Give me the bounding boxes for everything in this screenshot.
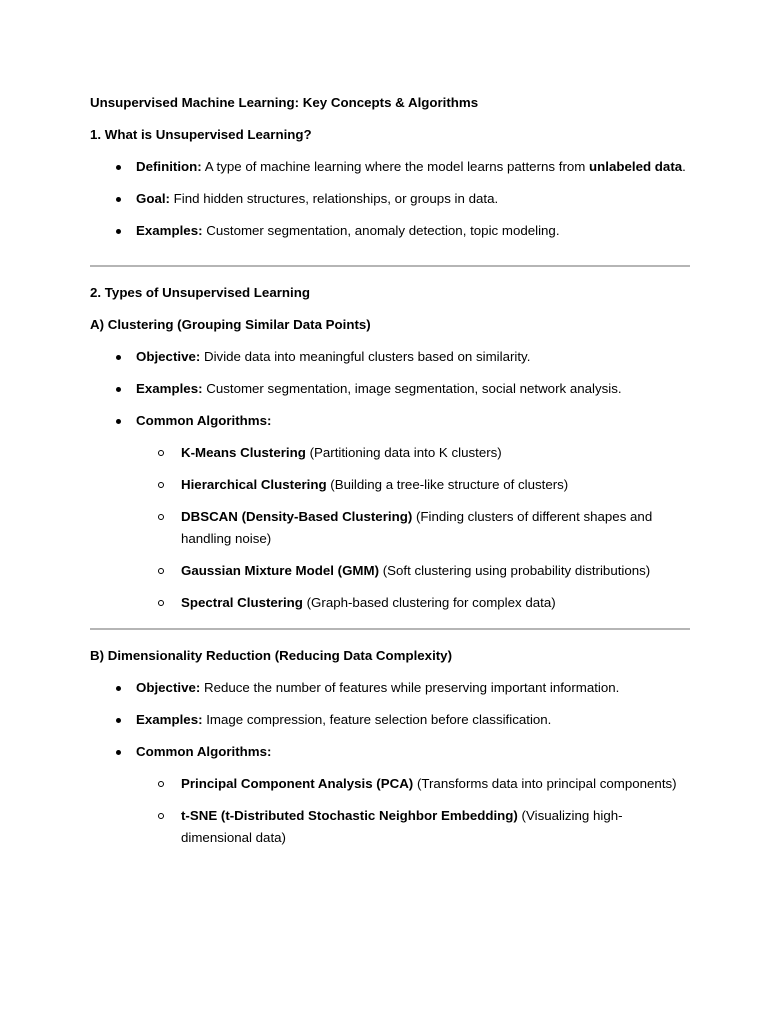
- list-item-examples: [90, 709, 690, 731]
- algorithm-item: [90, 506, 690, 550]
- term-label: Examples:: [136, 381, 203, 396]
- list-item-common-algorithms: [90, 410, 690, 614]
- algorithm-item: [90, 773, 690, 795]
- term-label: Common Algorithms:: [136, 744, 272, 759]
- algorithm-name: Spectral Clustering: [181, 595, 303, 610]
- term-label: Definition:: [136, 159, 202, 174]
- item-text: Customer segmentation, anomaly detection, topic modeling.: [202, 223, 560, 238]
- item-bold-text: unlabeled data: [589, 159, 683, 174]
- horizontal-rule: [90, 628, 690, 630]
- horizontal-rule: [90, 265, 690, 267]
- section-1-heading: 1. What is Unsupervised Learning?: [90, 127, 312, 142]
- item-text: Image compression, feature selection before classification.: [202, 712, 552, 727]
- list-item-common-algorithms: [90, 741, 690, 849]
- clustering-algorithms-list: [90, 442, 690, 614]
- term-label: Objective:: [136, 680, 201, 695]
- algorithm-desc: (Soft clustering using probability distributions): [379, 563, 651, 578]
- algorithm-desc: (Transforms data into principal components): [413, 776, 677, 791]
- term-label: Common Algorithms:: [136, 413, 272, 428]
- algorithm-desc: (Visualizing high-dimensional data): [181, 808, 623, 845]
- algorithm-item: [90, 592, 690, 614]
- algorithm-name: DBSCAN (Density-Based Clustering): [181, 509, 413, 524]
- algorithm-item: [90, 442, 690, 464]
- item-text: Divide data into meaningful clusters based on similarity.: [200, 349, 531, 364]
- term-label: Goal:: [136, 191, 170, 206]
- algorithm-name: t-SNE (t-Distributed Stochastic Neighbor Embedding): [181, 808, 518, 823]
- list-item-goal: [90, 188, 690, 210]
- clustering-heading: A) Clustering (Grouping Similar Data Points): [90, 317, 371, 332]
- item-text: Find hidden structures, relationships, or groups in data.: [169, 191, 499, 206]
- algorithm-name: Principal Component Analysis (PCA): [181, 776, 414, 791]
- clustering-list: [90, 346, 690, 614]
- algorithm-name: Hierarchical Clustering: [181, 477, 327, 492]
- algorithm-desc: (Graph-based clustering for complex data): [302, 595, 556, 610]
- document-title: Unsupervised Machine Learning: Key Concepts & Algorithms: [90, 95, 479, 110]
- list-item-definition: [90, 156, 690, 178]
- item-text: A type of machine learning where the model learns patterns from: [201, 159, 590, 174]
- algorithm-name: K-Means Clustering: [181, 445, 306, 460]
- term-label: Objective:: [136, 349, 201, 364]
- list-item-objective: [90, 346, 690, 368]
- algorithm-item: [90, 805, 690, 849]
- section-2-heading: 2. Types of Unsupervised Learning: [90, 285, 310, 300]
- dimensionality-list: [90, 677, 690, 849]
- term-label: Examples:: [136, 223, 203, 238]
- document-body: [90, 92, 690, 859]
- section-1-list: [90, 156, 690, 242]
- list-item-examples: [90, 378, 690, 400]
- algorithm-desc: (Finding clusters of different shapes and handling noise): [181, 509, 653, 546]
- list-item-objective: [90, 677, 690, 699]
- dimensionality-algorithms-list: [90, 773, 690, 849]
- algorithm-desc: (Building a tree-like structure of clusters): [326, 477, 569, 492]
- item-end: .: [682, 159, 686, 174]
- term-label: Examples:: [136, 712, 203, 727]
- list-item-examples: [90, 220, 690, 242]
- dimensionality-heading: B) Dimensionality Reduction (Reducing Data Complexity): [90, 648, 453, 663]
- item-text: Reduce the number of features while preserving important information.: [200, 680, 620, 695]
- item-text: Customer segmentation, image segmentation, social network analysis.: [202, 381, 622, 396]
- algorithm-item: [90, 560, 690, 582]
- algorithm-desc: (Partitioning data into K clusters): [305, 445, 502, 460]
- algorithm-item: [90, 474, 690, 496]
- algorithm-name: Gaussian Mixture Model (GMM): [181, 563, 379, 578]
